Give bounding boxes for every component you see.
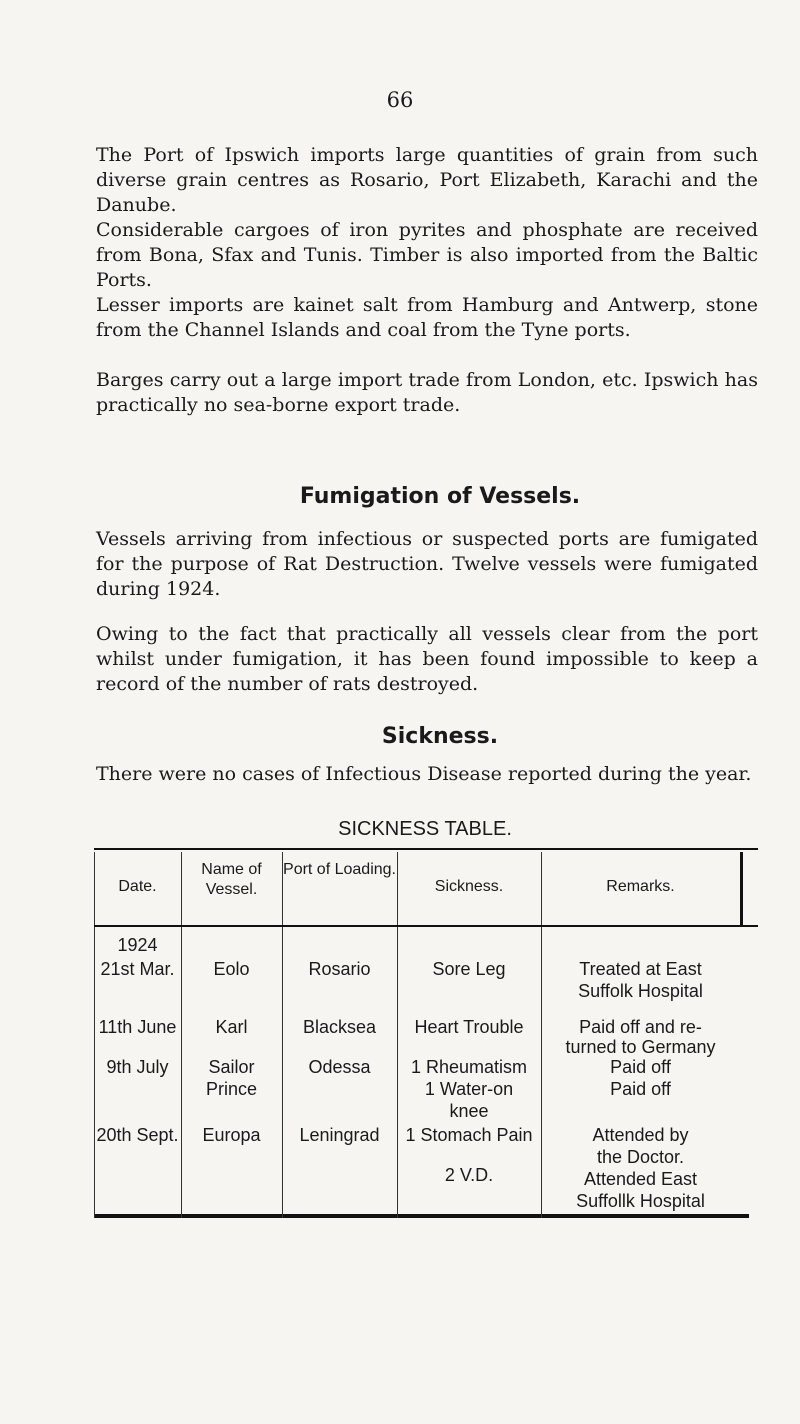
col-header-date: Date. — [118, 878, 157, 895]
cell-remarks: Paid off and re- — [579, 1017, 702, 1037]
table-top-rule — [94, 848, 758, 850]
page-number: 66 — [386, 88, 414, 112]
cell-sickness: 1 Stomach Pain — [405, 1125, 533, 1145]
cell-sickness: knee — [449, 1101, 489, 1121]
cell-remarks: the Doctor. — [596, 1147, 685, 1167]
col-header-port: Port of Loading. — [283, 861, 396, 878]
cell-sickness: 2 V.D. — [444, 1165, 494, 1185]
paragraph-barges: Barges carry out a large import trade from London, etc. Ipswich has practically no sea-borne export trade. — [96, 369, 758, 416]
table-rule — [740, 852, 743, 925]
cell-port: Rosario — [308, 959, 371, 979]
cell-remarks: turned to Germany — [565, 1037, 716, 1057]
cell-sickness: 1 Water-on — [424, 1079, 514, 1099]
cell-date: 21st Mar. — [100, 959, 175, 979]
col-header-sickness: Sickness. — [434, 878, 504, 895]
cell-year: 1924 — [117, 935, 158, 955]
col-header-vessel: Name of Vessel. — [201, 861, 262, 898]
cell-vessel: Sailor — [208, 1057, 255, 1077]
cell-port: Leningrad — [299, 1125, 380, 1145]
cell-remarks: Paid off — [610, 1057, 671, 1077]
header-separator — [94, 925, 758, 927]
cell-date: 9th July — [106, 1057, 169, 1077]
cell-remarks: Suffollk Hospital — [576, 1191, 705, 1211]
paragraph-lesser-imports: Lesser imports are kainet salt from Hamburg and Antwerp, stone from the Channel Islands and coal from the Tyne ports. — [96, 294, 758, 341]
cell-vessel: Prince — [205, 1079, 258, 1099]
cell-date: 20th Sept. — [96, 1125, 179, 1145]
cell-remarks: Suffolk Hospital — [578, 981, 703, 1001]
cell-remarks: Attended by — [592, 1125, 689, 1145]
table-title: SICKNESS TABLE. — [338, 818, 512, 840]
cell-sickness: 1 Rheumatism — [410, 1057, 528, 1077]
cell-remarks: Attended East — [583, 1169, 698, 1189]
cell-port: Odessa — [308, 1057, 371, 1077]
cell-sickness: Heart Trouble — [414, 1017, 524, 1037]
cell-vessel: Europa — [202, 1125, 261, 1145]
cell-date: 11th June — [98, 1017, 177, 1037]
paragraph-sickness: There were no cases of Infectious Disease reported during the year. — [96, 763, 752, 785]
col-header-remarks: Remarks. — [606, 878, 675, 895]
paragraph-grain-imports: The Port of Ipswich imports large quantities of grain from such diverse grain centres as Rosario, Port Elizabeth, Karachi and the Danube. — [96, 144, 758, 216]
heading-sickness: Sickness. — [381, 724, 499, 749]
cell-remarks: Paid off — [610, 1079, 671, 1099]
paragraph-cargoes: Considerable cargoes of iron pyrites and phosphate are received from Bona, Sfax and Tunis. Timber is also imported from the Baltic Ports. — [96, 219, 758, 291]
cell-sickness: Sore Leg — [432, 959, 506, 979]
cell-vessel: Eolo — [213, 959, 250, 979]
paragraph-fumigation: Vessels arriving from infectious or suspected ports are fumigated for the purpose of Rat Destruction. Twelve vessels were fumigated during 1924. — [96, 528, 758, 600]
cell-port: Blacksea — [302, 1017, 377, 1037]
cell-remarks: Treated at East — [579, 959, 702, 979]
paragraph-rats: Owing to the fact that practically all vessels clear from the port whilst under fumigation, it has been found impossible to keep a record of the number of rats destroyed. — [96, 623, 758, 695]
heading-fumigation: Fumigation of Vessels. — [299, 484, 581, 509]
cell-vessel: Karl — [215, 1017, 248, 1037]
